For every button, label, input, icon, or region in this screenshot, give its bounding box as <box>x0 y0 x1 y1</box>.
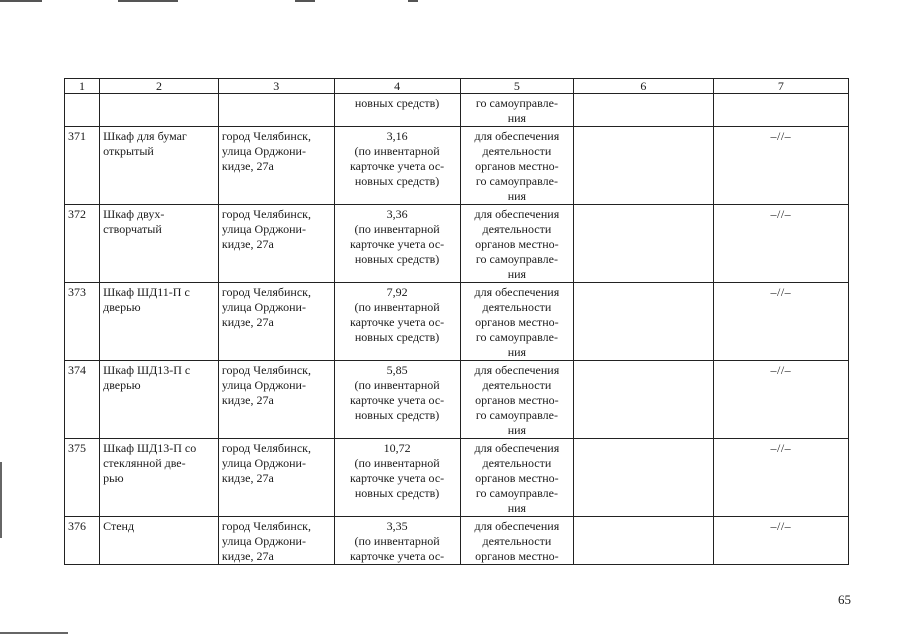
ditto-mark: –//– <box>770 363 792 377</box>
cell-line: органов местно- <box>475 393 559 407</box>
cell-line: новных средств) <box>354 486 440 500</box>
cell-line: город Челябинск, <box>221 129 312 143</box>
cell-line: дверью <box>103 378 141 392</box>
cell-line: город Челябинск, <box>221 363 312 377</box>
cell-line: город Челябинск, <box>221 207 312 221</box>
cell-line: улица Орджони- <box>221 456 306 470</box>
item-name-cell <box>100 205 219 283</box>
address-cell <box>218 439 334 517</box>
scan-artifact <box>0 632 68 634</box>
cell-line: для обеспечения <box>474 363 560 377</box>
scan-artifact <box>118 0 178 2</box>
cell-line: ния <box>507 111 527 125</box>
cell-line: органов местно- <box>475 315 559 329</box>
cell-line: ния <box>507 423 527 437</box>
cell-line: улица Орджони- <box>221 534 306 548</box>
cell-line: деятельности <box>482 222 552 236</box>
value-cell <box>334 94 460 127</box>
value-cell <box>334 127 460 205</box>
cell-line: кидзе, 27а <box>221 237 274 251</box>
table-cell <box>65 94 100 127</box>
cell-line: Шкаф ШД13-П со <box>103 441 197 455</box>
purpose-cell <box>460 439 574 517</box>
note-cell <box>713 361 848 439</box>
page-number: 65 <box>838 592 851 607</box>
cell-line: Шкаф ШД11-П с <box>103 285 190 299</box>
purpose-cell <box>460 205 574 283</box>
cell-line: 10,72 <box>383 441 411 455</box>
cell-line: город Челябинск, <box>221 285 312 299</box>
header-cell: 6 <box>574 79 713 94</box>
table-cell <box>100 94 219 127</box>
table-row <box>65 517 849 565</box>
cell-line: рью <box>103 471 124 485</box>
scan-artifact <box>295 0 315 2</box>
cell-line: го самоуправле- <box>475 252 558 266</box>
item-name-cell <box>100 517 219 565</box>
item-number-cell: 372 <box>65 205 100 283</box>
address-cell <box>218 517 334 565</box>
cell-line: го самоуправле- <box>475 408 558 422</box>
cell-line: улица Орджони- <box>221 222 306 236</box>
header-cell: 2 <box>100 79 219 94</box>
cell-line: кидзе, 27а <box>221 393 274 407</box>
cell-line: 3,36 <box>386 207 408 221</box>
table-row <box>65 439 849 517</box>
address-cell <box>218 205 334 283</box>
ditto-mark: –//– <box>770 285 792 299</box>
cell-line: ния <box>507 345 527 359</box>
ditto-mark: –//– <box>770 519 792 533</box>
cell-line: (по инвентарной <box>354 144 440 158</box>
cell-line: ния <box>507 501 527 515</box>
cell-line: органов местно- <box>475 549 559 563</box>
cell-line: деятельности <box>482 300 552 314</box>
table-cell <box>218 94 334 127</box>
cell-line: для обеспечения <box>474 519 560 533</box>
cell-line: карточке учета ос- <box>349 549 445 563</box>
ditto-mark: –//– <box>770 207 792 221</box>
item-number-cell: 374 <box>65 361 100 439</box>
cell-line: Шкаф ШД13-П с <box>103 363 191 377</box>
item-number-cell: 371 <box>65 127 100 205</box>
note-cell <box>713 283 848 361</box>
cell-line: 3,16 <box>386 129 408 143</box>
cell-line: улица Орджони- <box>221 144 306 158</box>
cell-line: (по инвентарной <box>354 300 440 314</box>
cell-line: 3,35 <box>386 519 408 533</box>
note-cell <box>713 439 848 517</box>
cell-line: (по инвентарной <box>354 456 440 470</box>
address-cell <box>218 127 334 205</box>
scan-artifact <box>0 462 2 538</box>
cell-line: Шкаф для бумаг <box>103 129 187 143</box>
cell-line: деятельности <box>482 378 552 392</box>
item-number-cell: 373 <box>65 283 100 361</box>
cell-line: новных средств) <box>354 330 440 344</box>
cell-line: деятельности <box>482 144 552 158</box>
cell-line: кидзе, 27а <box>221 471 274 485</box>
cell-line: ния <box>507 267 527 281</box>
continuation-row <box>65 94 849 127</box>
cell-line: карточке учета ос- <box>349 471 445 485</box>
cell-line: карточке учета ос- <box>349 237 445 251</box>
scan-artifact <box>408 0 418 2</box>
cell-line: для обеспечения <box>474 441 560 455</box>
cell-line: го самоуправле- <box>475 174 558 188</box>
table-row <box>65 127 849 205</box>
cell-line: кидзе, 27а <box>221 549 274 563</box>
cell-line: карточке учета ос- <box>349 315 445 329</box>
cell-line: 5,85 <box>386 363 408 377</box>
cell-line: новных средств) <box>354 408 440 422</box>
cell-line: створчатый <box>103 222 162 236</box>
table-cell <box>574 205 713 283</box>
item-name-cell <box>100 361 219 439</box>
cell-line: го самоуправле- <box>475 330 558 344</box>
value-cell <box>334 439 460 517</box>
table-cell <box>574 361 713 439</box>
cell-line: го самоуправле- <box>475 486 558 500</box>
cell-line: деятельности <box>482 534 552 548</box>
item-name-cell <box>100 439 219 517</box>
table-cell <box>574 517 713 565</box>
cell-line: город Челябинск, <box>221 441 312 455</box>
cell-line: для обеспечения <box>474 207 560 221</box>
table-cell <box>574 127 713 205</box>
note-cell <box>713 127 848 205</box>
value-cell <box>334 517 460 565</box>
cell-line: (по инвентарной <box>354 378 440 392</box>
cell-line: новных средств) <box>354 96 440 110</box>
cell-line: для обеспечения <box>474 129 560 143</box>
cell-line: кидзе, 27а <box>221 315 274 329</box>
cell-line: 7,92 <box>386 285 408 299</box>
note-cell <box>713 205 848 283</box>
purpose-cell <box>460 127 574 205</box>
header-cell: 4 <box>334 79 460 94</box>
cell-line: Шкаф двух- <box>103 207 165 221</box>
cell-line: (по инвентарной <box>354 222 440 236</box>
header-cell: 3 <box>218 79 334 94</box>
table-row <box>65 205 849 283</box>
cell-line: улица Орджони- <box>221 300 306 314</box>
cell-line: деятельности <box>482 456 552 470</box>
value-cell <box>334 205 460 283</box>
cell-line: го самоуправле- <box>475 96 558 110</box>
header-cell: 1 <box>65 79 100 94</box>
note-cell <box>713 517 848 565</box>
cell-line: кидзе, 27а <box>221 159 274 173</box>
cell-line: ния <box>507 189 527 203</box>
header-cell: 7 <box>713 79 848 94</box>
item-name-cell <box>100 283 219 361</box>
value-cell <box>334 361 460 439</box>
address-cell <box>218 283 334 361</box>
table-cell <box>574 94 713 127</box>
item-number-cell: 376 <box>65 517 100 565</box>
item-number-cell: 375 <box>65 439 100 517</box>
purpose-cell <box>460 517 574 565</box>
table-cell <box>574 283 713 361</box>
header-cell: 5 <box>460 79 574 94</box>
cell-line: дверью <box>103 300 141 314</box>
cell-line: город Челябинск, <box>221 519 312 533</box>
cell-line: органов местно- <box>475 471 559 485</box>
cell-line: органов местно- <box>475 237 559 251</box>
table-cell <box>713 94 848 127</box>
ditto-mark: –//– <box>770 129 792 143</box>
table-row <box>65 361 849 439</box>
cell-line: новных средств) <box>354 174 440 188</box>
header-row <box>65 79 849 94</box>
cell-line: стеклянной две- <box>103 456 186 470</box>
purpose-cell <box>460 94 574 127</box>
cell-line: Стенд <box>103 519 135 533</box>
table-row <box>65 283 849 361</box>
inventory-table <box>64 78 849 565</box>
cell-line: органов местно- <box>475 159 559 173</box>
purpose-cell <box>460 283 574 361</box>
cell-line: для обеспечения <box>474 285 560 299</box>
cell-line: карточке учета ос- <box>349 393 445 407</box>
cell-line: (по инвентарной <box>354 534 440 548</box>
value-cell <box>334 283 460 361</box>
cell-line: карточке учета ос- <box>349 159 445 173</box>
scan-artifact <box>0 0 42 2</box>
item-name-cell <box>100 127 219 205</box>
table-cell <box>574 439 713 517</box>
cell-line: новных средств) <box>354 252 440 266</box>
ditto-mark: –//– <box>770 441 792 455</box>
address-cell <box>218 361 334 439</box>
cell-line: улица Орджони- <box>221 378 306 392</box>
cell-line: открытый <box>103 144 154 158</box>
purpose-cell <box>460 361 574 439</box>
